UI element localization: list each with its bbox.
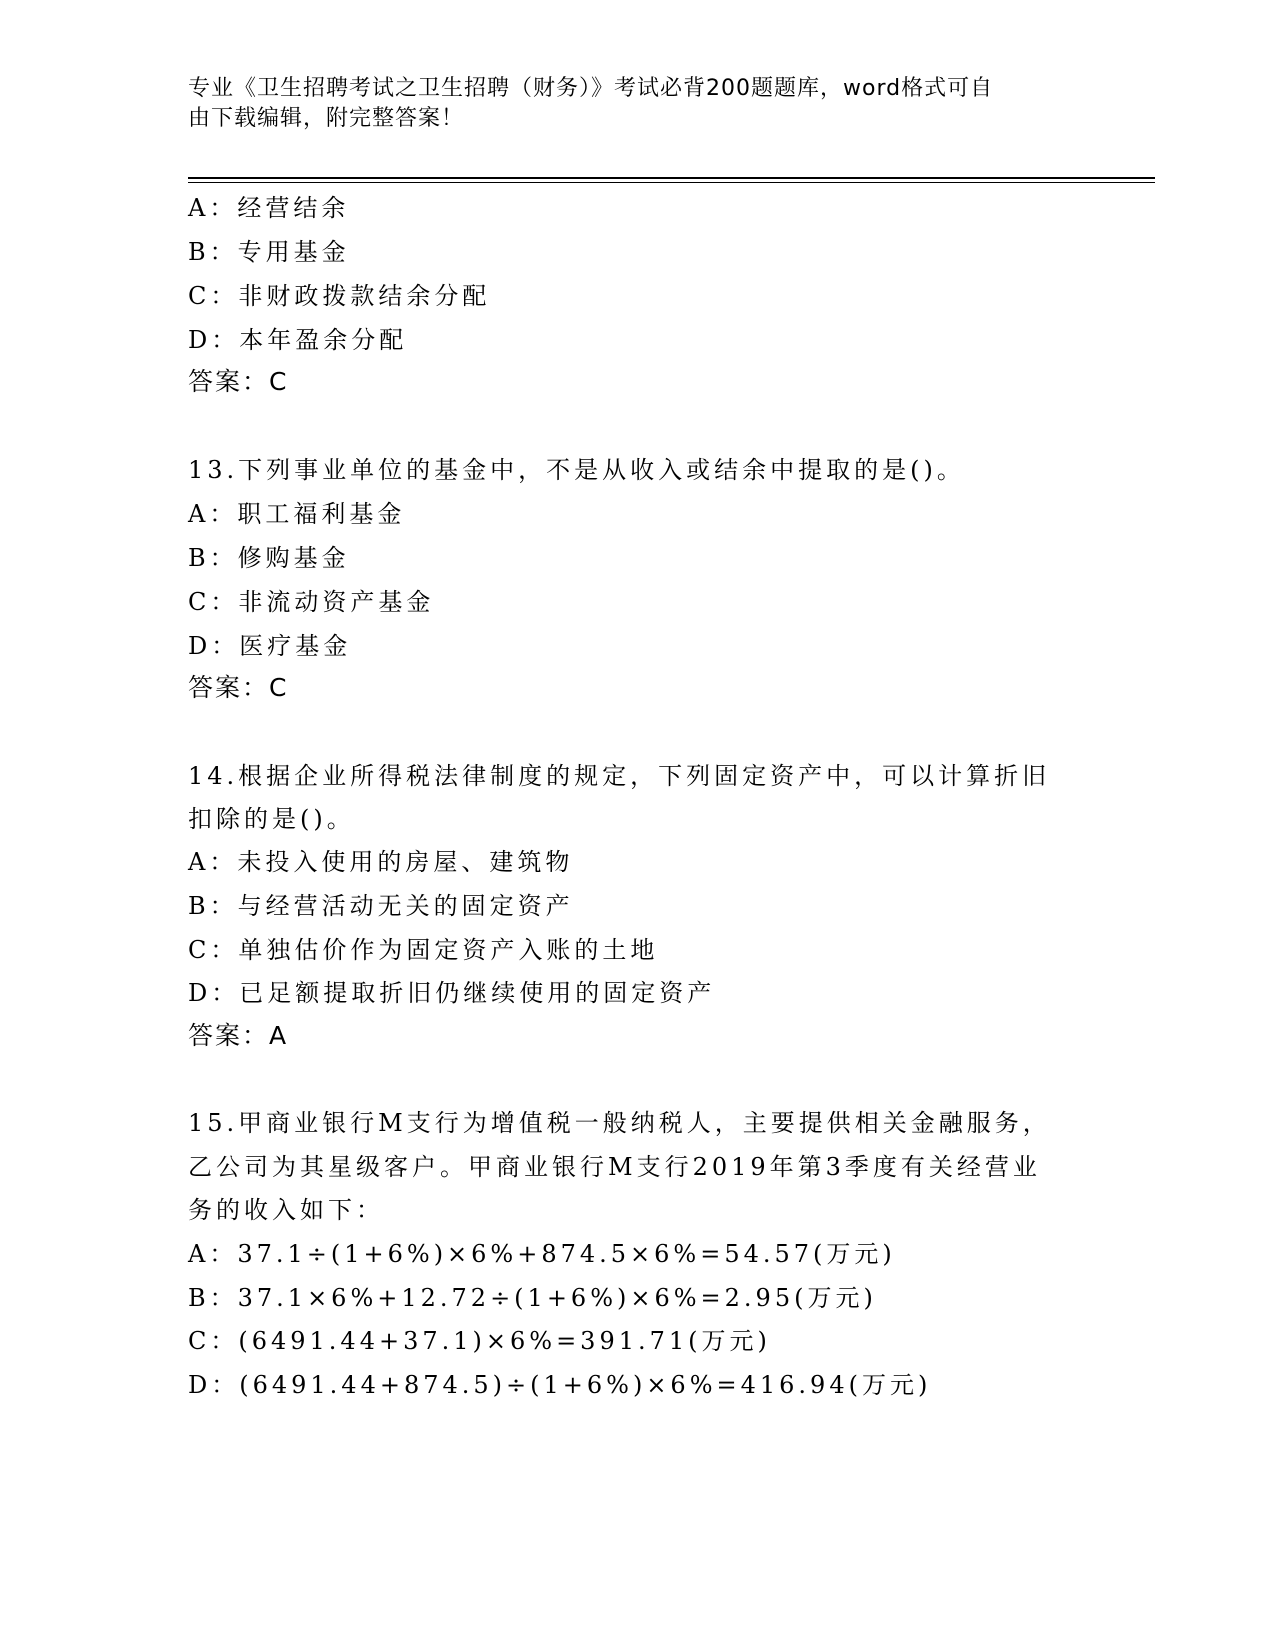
- q14-answer: 答案：A: [188, 1021, 289, 1050]
- q12-option-a: A：经营结余: [188, 194, 350, 222]
- q12-option-d: D：本年盈余分配: [188, 326, 408, 354]
- q14-stem-line-2: 扣除的是()。: [188, 805, 355, 833]
- q15-option-a: A：37.1÷(1+6%)×6%+874.5×6%=54.57(万元): [188, 1240, 896, 1268]
- q15-stem-line-1: 15.甲商业银行M支行为增值税一般纳税人，主要提供相关金融服务，: [188, 1109, 1051, 1137]
- q13-option-c: C：非流动资产基金: [188, 588, 435, 616]
- q15-option-b: B：37.1×6%+12.72÷(1+6%)×6%=2.95(万元): [188, 1284, 877, 1312]
- q12-option-c: C：非财政拨款结余分配: [188, 282, 491, 310]
- q14-stem-line-1: 14.根据企业所得税法律制度的规定，下列固定资产中，可以计算折旧: [188, 762, 1051, 790]
- q13-answer: 答案：C: [188, 673, 289, 702]
- q15-stem-line-3: 务的收入如下：: [188, 1196, 384, 1224]
- header-line-1: 专业《卫生招聘考试之卫生招聘（财务）》考试必背200题题库，word格式可自: [188, 76, 994, 101]
- q14-option-a: A：未投入使用的房屋、建筑物: [188, 848, 574, 876]
- q12-option-b: B：专用基金: [188, 238, 350, 266]
- q13-stem: 13.下列事业单位的基金中，不是从收入或结余中提取的是()。: [188, 456, 965, 484]
- document-header: [188, 74, 1068, 134]
- q15-stem-line-2: 乙公司为其星级客户。甲商业银行M支行2019年第3季度有关经营业: [188, 1153, 1041, 1181]
- q12-answer: 答案：C: [188, 367, 289, 396]
- q13-option-b: B：修购基金: [188, 544, 350, 572]
- header-divider-thick: [188, 177, 1155, 179]
- header-divider-thin: [188, 182, 1155, 183]
- q14-option-b: B：与经营活动无关的固定资产: [188, 892, 574, 920]
- header-line-2: 由下载编辑，附完整答案！: [188, 106, 465, 131]
- q13-option-d: D：医疗基金: [188, 632, 352, 660]
- q13-option-a: A：职工福利基金: [188, 500, 406, 528]
- q15-option-c: C：(6491.44+37.1)×6%=391.71(万元): [188, 1327, 771, 1355]
- q14-option-d: D：已足额提取折旧仍继续使用的固定资产: [188, 979, 716, 1007]
- q14-option-c: C：单独估价作为固定资产入账的土地: [188, 936, 659, 964]
- q15-option-d: D：(6491.44+874.5)÷(1+6%)×6%=416.94(万元): [188, 1371, 932, 1399]
